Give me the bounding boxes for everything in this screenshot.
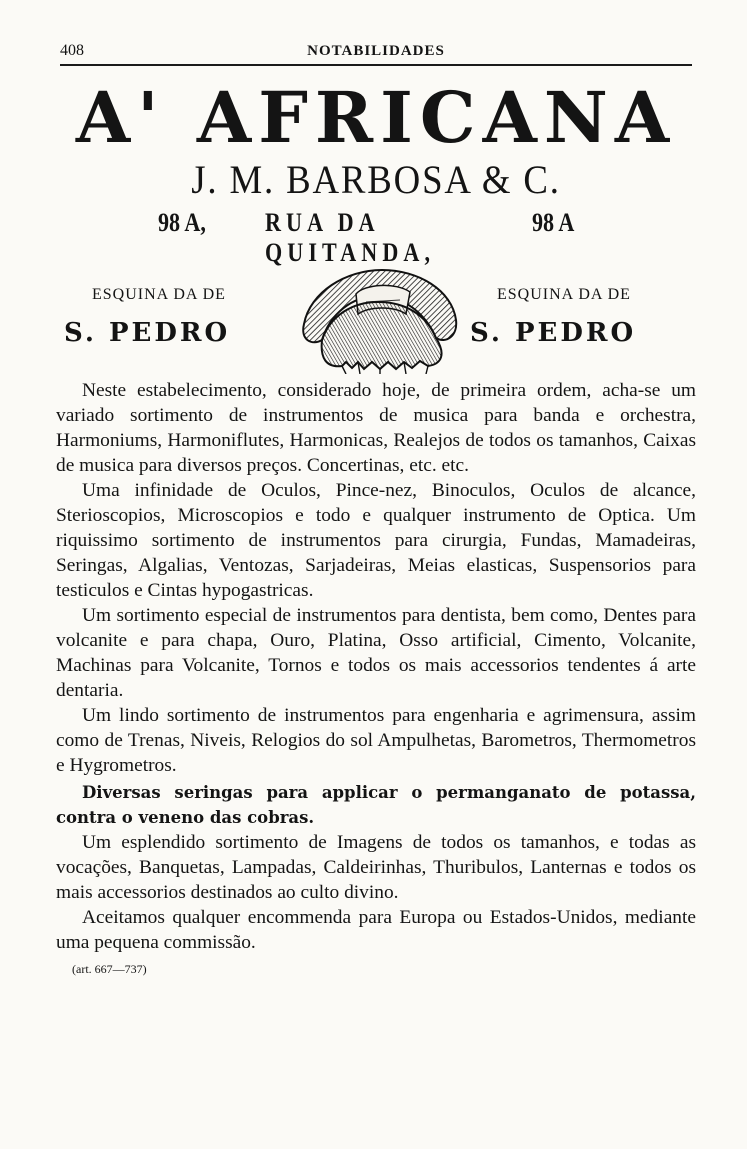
address-number-left: 98 A, [158,208,206,237]
corner-label-right: ESQUINA DA DE [497,286,631,303]
paragraph-syringes-notice: Diversas seringas para applicar o permanganato de potassa, contra o veneno das cobras. [56,783,696,827]
address-street: RUA DA QUITANDA, [265,208,436,267]
address-number-right: 98 A [532,208,575,237]
street-name-right: S. PEDRO [470,318,637,348]
running-head [60,40,692,66]
firm-name: J. M. BARBOSA & C. [191,157,561,202]
paragraph-images: Um esplendido sortimento de Imagens de todos os tamanhos, e todas as vocações, Banquetas, Lampadas, Caldeirinhas, Thuribulos, Lanternas e todos os mais accessorios destinados ao culto divino. [56,832,696,903]
header-rule [60,64,692,66]
paragraph-music: Neste estabelecimento, considerado hoje, de primeira ordem, acha-se um variado sortimento de instrumentos de musica para banda e orchestra, Harmoniums, Harmoniflutes, Harmonicas, Realejos de todos os tamanhos, Caixas de musica para diversos preços. Concertinas, etc. etc. [56,380,696,476]
paragraph-orders: Aceitamos qualquer encommenda para Europa ou Estados-Unidos, mediante uma pequena commissão. [56,907,696,953]
address-line [150,208,600,267]
paragraph-dentistry: Um sortimento especial de instrumentos para dentista, bem como, Dentes para volcanite e para chapa, Ouro, Platina, Osso artificial, Cimento, Volcanite, Machinas para Volcanite, Tornos e todos os mais accessorios tendentes á arte dentaria. [56,605,696,701]
dental-prosthesis-illustration [286,262,466,374]
page-number: 408 [60,42,84,59]
paragraph-engineering: Um lindo sortimento de instrumentos para engenharia e agrimensura, assim como de Trenas, Niveis, Relogios do sol Ampulhetas, Barometros, Thermometros e Hygrometros. [56,705,696,776]
paragraph-optics: Uma infinidade de Oculos, Pince-nez, Binoculos, Oculos de alcance, Sterioscopios, Microscopios e todo e qualquer instrumento de Optica. Um riquissimo sortimento de instrumentos para cirurgia, Fundas, Mamadeiras, Seringas, Algalias, Ventozas, Sarjadeiras, Meias elasticas, Suspensorios para testiculos e Cintas hypogastricas. [56,480,696,601]
advert-body [56,378,696,982]
corner-label-left: ESQUINA DA DE [92,286,226,303]
shop-name: A' AFRICANA [75,76,677,159]
street-name-left: S. PEDRO [64,318,231,348]
running-title: NOTABILIDADES [307,43,445,59]
article-reference: (art. 667—737) [72,962,147,976]
